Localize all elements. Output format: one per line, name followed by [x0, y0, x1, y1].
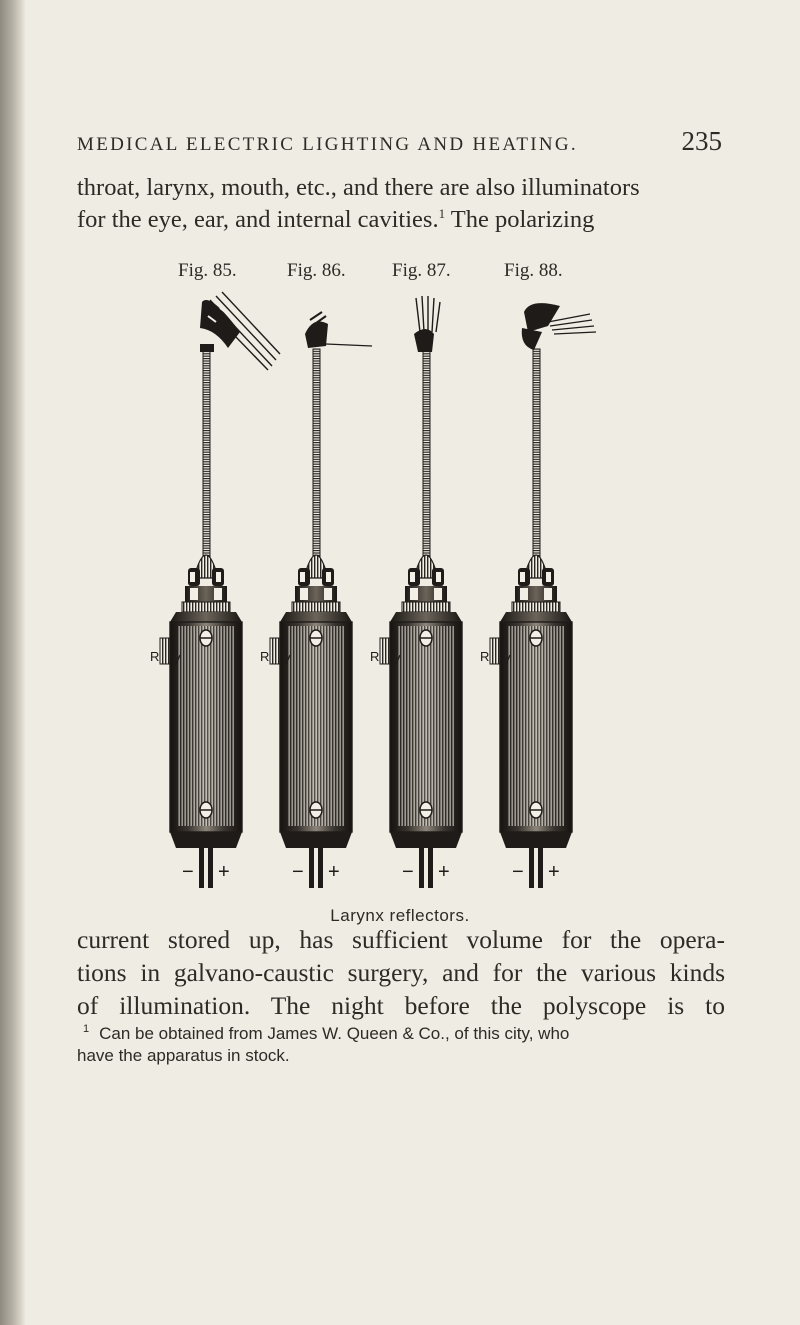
- fig-88-label: Fig. 88.: [504, 260, 563, 281]
- footnote-line-2: have the apparatus in stock.: [77, 1046, 290, 1065]
- footnote: [77, 1023, 725, 1067]
- running-header: [77, 126, 722, 162]
- figure-caption: Larynx reflectors.: [330, 906, 470, 925]
- footnote-reference: 1: [438, 205, 446, 221]
- label-plus-fig-88: +: [548, 861, 560, 883]
- label-v-fig-87: V: [392, 652, 401, 667]
- footnote-line-1-text: Can be obtained from James W. Queen & Co., of this city, who: [99, 1024, 570, 1043]
- paragraph-top-line-2: [77, 204, 725, 236]
- label-minus-fig-86: −: [292, 861, 304, 883]
- footnote-mark: 1: [83, 1023, 90, 1036]
- label-minus-fig-88: −: [512, 861, 524, 883]
- paragraph-top-line-2-text: for the eye, ear, and internal cavities.: [77, 206, 439, 233]
- reflector-instrument: [160, 349, 242, 888]
- paragraph-top-line-2-tail: The polarizing: [445, 206, 595, 233]
- paragraph-bottom-line-3: of illumination. The night before the polyscope is to: [77, 991, 725, 1020]
- label-plus-fig-87: +: [438, 861, 450, 883]
- label-plus-fig-85: +: [218, 861, 230, 883]
- paragraph-bottom: [77, 923, 725, 1022]
- paragraph-bottom-line-1: current stored up, has sufficient volume for the opera-: [77, 925, 725, 954]
- header-title: MEDICAL ELECTRIC LIGHTING AND HEATING.: [77, 134, 578, 155]
- label-v-fig-85: V: [172, 652, 181, 667]
- reflector-head-fig-85: [200, 292, 280, 370]
- fig-86-label: Fig. 86.: [287, 260, 346, 281]
- reflector-head-fig-86: [305, 312, 372, 348]
- fig-85-label: Fig. 85.: [178, 260, 237, 281]
- label-v-fig-86: V: [282, 652, 291, 667]
- footnote-line-1: [77, 1023, 725, 1045]
- label-v-fig-88: V: [502, 652, 511, 667]
- larynx-reflectors-illustration: [150, 286, 600, 906]
- label-r-fig-86: R: [260, 649, 270, 664]
- label-r-fig-88: R: [480, 649, 490, 664]
- reflector-head-fig-87: [414, 296, 440, 352]
- paragraph-top-line-1: throat, larynx, mouth, etc., and there are also illuminators: [77, 174, 640, 201]
- paragraph-top: [77, 172, 725, 236]
- label-minus-fig-87: −: [402, 861, 414, 883]
- label-r-fig-85: R: [150, 649, 160, 664]
- fig-87-label: Fig. 87.: [392, 260, 451, 281]
- label-r-fig-87: R: [370, 649, 380, 664]
- reflector-head-fig-88: [522, 303, 596, 350]
- page-number: 235: [681, 126, 722, 156]
- label-plus-fig-86: +: [328, 861, 340, 883]
- label-minus-fig-85: −: [182, 861, 194, 883]
- paragraph-bottom-line-2: tions in galvano-caustic surgery, and for the various kinds: [77, 958, 725, 987]
